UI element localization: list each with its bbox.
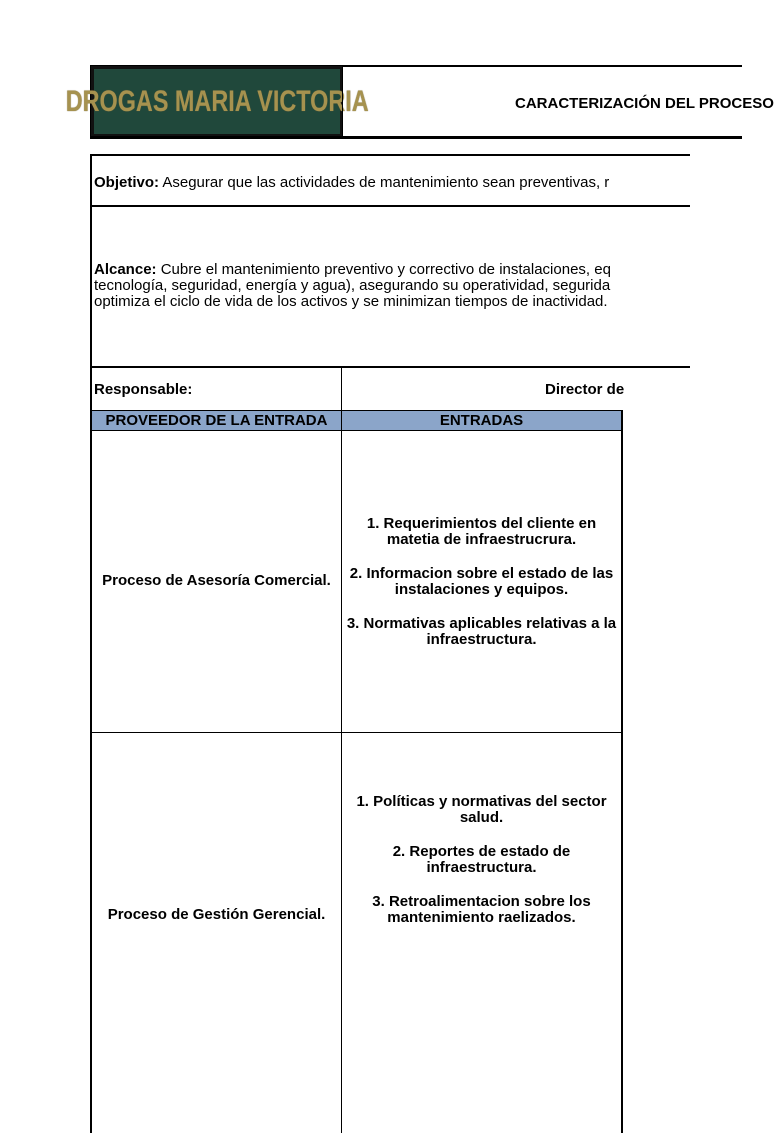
objetivo-value: Asegurar que las actividades de mantenimiento sean preventivas, r (159, 174, 610, 191)
responsable-label: Responsable: (94, 381, 193, 398)
logo-text: DROGAS MARIA VICTORIA (65, 84, 369, 118)
alcance-line-2: tecnología, seguridad, energía y agua), asegurando su operatividad, segurida (94, 277, 611, 294)
document-title: CARACTERIZACIÓN DEL PROCESO (515, 95, 774, 112)
list-item: 1. Políticas y normativas del sector salud. (356, 793, 607, 826)
objetivo-row (90, 154, 690, 207)
alcance-line-1 (94, 262, 611, 278)
table-row-2-entradas (342, 733, 623, 1133)
entradas-list (342, 794, 621, 926)
table-row-1-proveedor (90, 431, 342, 733)
alcance-line-3: optimiza el ciclo de vida de los activos y se minimizan tiempos de inactividad. (94, 293, 608, 310)
alcance-text (94, 262, 611, 310)
alcance-label: Alcance: (94, 261, 157, 278)
responsable-label-cell (90, 368, 342, 410)
logo-banner (65, 69, 369, 134)
column-header-entradas: ENTRADAS (342, 410, 623, 431)
column-header-proveedor: PROVEEDOR DE LA ENTRADA (90, 410, 342, 431)
proveedor-text: Proceso de Asesoría Comercial. (102, 572, 331, 589)
responsable-value: Director de (545, 381, 625, 398)
list-item: 2. Informacion sobre el estado de las instalaciones y equipos. (349, 565, 614, 598)
list-item: 3. Retroalimentacion sobre los mantenimiento raelizados. (372, 893, 591, 926)
list-item: 3. Normativas aplicables relativas a la infraestructura. (346, 615, 617, 648)
list-item: 1. Requerimientos del cliente en matetia de infraestrucrura. (366, 515, 597, 548)
objetivo-text (94, 174, 609, 191)
objetivo-label: Objetivo: (94, 174, 160, 191)
list-item: 2. Reportes de estado de infraestructura. (392, 843, 571, 876)
company-logo (65, 65, 369, 139)
table-row-1-entradas (342, 431, 623, 733)
alcance-line-1-text: Cubre el mantenimiento preventivo y correctivo de instalaciones, eq (156, 261, 611, 278)
entradas-list (342, 516, 621, 648)
title-cell (342, 65, 774, 139)
proveedor-text: Proceso de Gestión Gerencial. (107, 906, 326, 923)
table-row-2-proveedor (90, 733, 342, 1133)
alcance-row (90, 207, 690, 368)
responsable-value-cell (342, 368, 742, 410)
